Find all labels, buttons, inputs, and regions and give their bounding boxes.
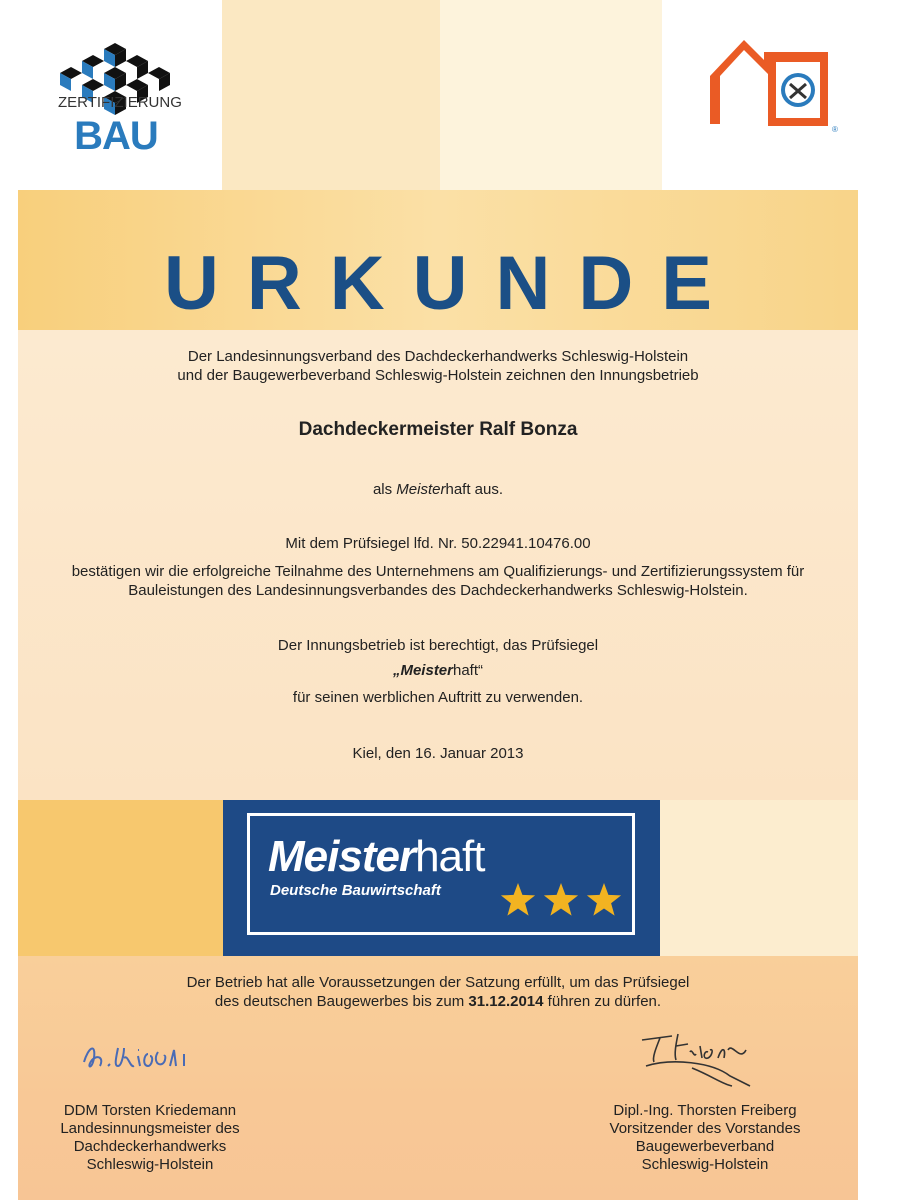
signer-left-line-4: Schleswig-Holstein <box>86 1156 214 1173</box>
award-prefix: als <box>372 481 397 498</box>
seal-line-3: Bauleistungen des Landesinnungsverbandes des Dachdeckerhandwerks Schleswig-Holstein. <box>128 582 748 599</box>
award-line <box>18 480 858 499</box>
signer-right-line-4: Schleswig-Holstein <box>641 1156 769 1173</box>
entitled-quote <box>18 661 858 680</box>
place-date: Kiel, den 16. Januar 2013 <box>352 745 524 762</box>
validity-suffix: führen zu dürfen. <box>543 993 662 1010</box>
recipient-name: Dachdeckermeister Ralf Bonza <box>298 419 578 440</box>
signer-right-line-1: Dipl.-Ing. Thorsten Freiberg <box>613 1102 797 1119</box>
signature-right-icon <box>632 1028 762 1090</box>
badge-subtitle: Deutsche Bauwirtschaft <box>270 882 441 899</box>
logo-bau-text: BAU <box>74 114 158 158</box>
signer-left-line-1: DDM Torsten Kriedemann <box>63 1102 237 1119</box>
signer-right <box>580 1102 830 1174</box>
signer-left-line-2: Landesinnungsmeister des <box>60 1120 240 1137</box>
badge-band-left <box>18 800 223 956</box>
quote-bold: Meister <box>400 662 453 679</box>
svg-text:®: ® <box>832 125 838 134</box>
seal-line-2: bestätigen wir die erfolgreiche Teilnahme des Unternehmens am Qualifizierungs- und Zertifizierungssystem für <box>71 563 805 580</box>
seal-number-line: Mit dem Prüfsiegel lfd. Nr. 50.22941.10476.00 <box>285 535 591 552</box>
signer-left-line-3: Dachdeckerhandwerks <box>73 1138 227 1155</box>
star-icon <box>544 883 578 916</box>
signer-right-line-3: Baugewerbeverband <box>635 1138 775 1155</box>
logo-zertifizierung-text: ZERTIFIZIERUNG <box>58 94 182 111</box>
star-icon <box>501 883 535 916</box>
validity-date: 31.12.2014 <box>468 993 544 1010</box>
intro-line-1: Der Landesinnungsverband des Dachdeckerhandwerks Schleswig-Holstein <box>187 348 689 365</box>
validity-line-1: Der Betrieb hat alle Voraussetzungen der Satzung erfüllt, um das Prüfsiegel <box>186 974 690 991</box>
quote-open: „ <box>392 662 401 679</box>
dachdecker-roof-logo-icon <box>706 34 840 134</box>
certificate-title: URKUNDE <box>164 241 740 326</box>
badge-stars <box>498 880 624 920</box>
entitled-line-3: für seinen werblichen Auftritt zu verwenden. <box>292 689 584 706</box>
award-suffix: haft aus. <box>445 481 504 498</box>
star-icon <box>587 883 621 916</box>
signature-left-icon <box>78 1028 248 1088</box>
signer-right-line-2: Vorsitzender des Vorstandes <box>609 1120 801 1137</box>
intro-line-2: und der Baugewerbeverband Schleswig-Holstein zeichnen den Innungsbetrieb <box>177 367 699 384</box>
quote-rest: haft“ <box>453 662 484 679</box>
validity-line-2 <box>18 992 858 1011</box>
entitled-line-1: Der Innungsbetrieb ist berechtigt, das Prüfsiegel <box>277 637 599 654</box>
badge-title-rest: haft <box>415 832 485 881</box>
award-italic: Meister <box>396 481 446 498</box>
badge-band-right <box>660 800 858 956</box>
bg-band-top <box>222 0 440 190</box>
badge-title-bold: Meister <box>268 832 416 881</box>
badge-title <box>268 832 484 882</box>
bg-band-top-light <box>440 0 662 190</box>
validity-prefix: des deutschen Baugewerbes bis zum <box>214 993 469 1010</box>
signer-left <box>40 1102 260 1174</box>
